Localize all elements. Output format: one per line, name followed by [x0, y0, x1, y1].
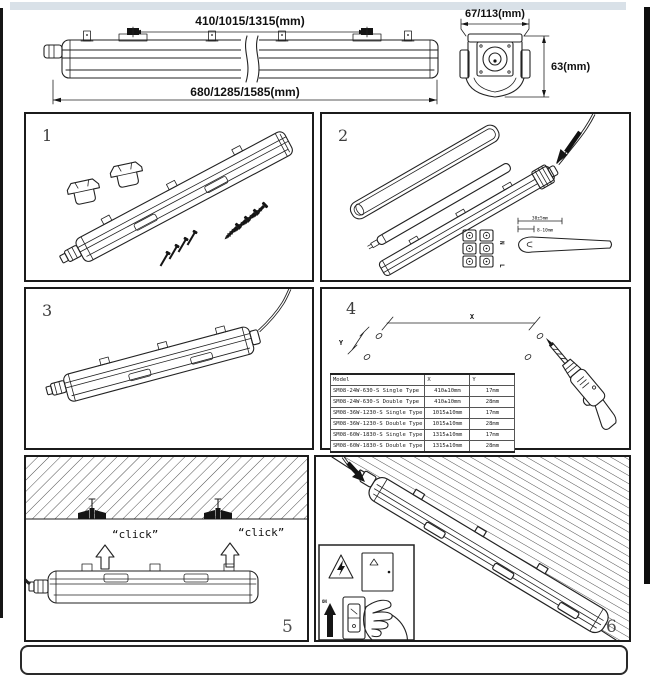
table-row [331, 430, 515, 441]
fixture-end-view [460, 34, 530, 97]
axis-y-label: Y [338, 339, 344, 347]
table-cell-y: 17mm [470, 430, 515, 441]
cover-illustration [348, 122, 502, 222]
terminal-n-label: N [498, 241, 505, 245]
table-cell-y: 28mm [470, 397, 515, 408]
switch-on-label: ON [322, 599, 327, 604]
table-row [331, 397, 515, 408]
drill-icon [535, 332, 623, 431]
led-tube-illustration [366, 162, 512, 251]
step-5-number: 5 [282, 617, 293, 637]
table-cell-model: SM08-24W-630-S Double Type [331, 397, 425, 408]
table-cell-model: SM08-36W-1230-S Single Type [331, 408, 425, 419]
mounting-clip-icon [109, 161, 145, 189]
x-dimension [382, 313, 540, 330]
table-header-model: Model [331, 374, 425, 386]
table-cell-model: SM08-24W-630-S Single Type [331, 386, 425, 397]
insert-arrow-icon [556, 132, 580, 164]
step-6-number: 6 [606, 617, 617, 637]
step-2-panel [320, 112, 631, 282]
strip-length-label: 30±5mm [531, 216, 549, 222]
inner-length-dimension [133, 14, 367, 37]
step-4-panel [320, 287, 631, 450]
mounting-clip-icon [66, 178, 102, 206]
table-cell-x: 410±10mm [425, 397, 470, 408]
arrow-up-icon [96, 545, 114, 569]
table-cell-y: 28mm [470, 419, 515, 430]
fixture-illustration [29, 564, 258, 603]
click-label-1: “click” [112, 528, 159, 541]
table-cell-y: 17mm [470, 386, 515, 397]
model-spec-table [330, 373, 515, 453]
power-cable-illustration [26, 577, 30, 584]
power-cable-illustration [259, 289, 290, 331]
table-header-x: X [425, 374, 470, 386]
table-cell-x: 1315±10mm [425, 441, 470, 453]
step-5-panel [24, 455, 309, 642]
inner-length-label: 410/1015/1315(mm) [195, 14, 305, 28]
strip-depth-label: 8-10mm [537, 228, 554, 234]
fixture-illustration [42, 318, 262, 408]
screw-icons [158, 230, 198, 268]
ceiling-hatch [26, 457, 307, 519]
table-cell-x: 1315±10mm [425, 430, 470, 441]
arrow-up-icon [221, 543, 239, 567]
step-3-number: 3 [42, 301, 53, 320]
table-header-row [331, 374, 515, 386]
table-cell-y: 28mm [470, 441, 515, 453]
terminal-l-label: L [498, 264, 505, 268]
table-cell-model: SM08-60W-1830-S Single Type [331, 430, 425, 441]
cable-gland-icon [44, 45, 62, 58]
step-4-number: 4 [346, 299, 357, 318]
screw-anchor-icons [222, 201, 268, 241]
table-cell-model: SM08-36W-1230-S Double Type [331, 419, 425, 430]
end-width-label: 67/113(mm) [465, 8, 525, 20]
power-on-inset [319, 545, 414, 640]
step-6-panel [314, 455, 631, 642]
dimension-drawing [0, 0, 650, 110]
table-cell-y: 17mm [470, 408, 515, 419]
step-1-number: 1 [42, 126, 53, 145]
table-cell-x: 1015±10mm [425, 408, 470, 419]
terminal-block-icon [463, 230, 505, 268]
outer-length-dimension [53, 80, 437, 104]
table-cell-model: SM08-60W-1830-S Double Type [331, 441, 425, 453]
step-3-panel [24, 287, 314, 450]
table-cell-x: 410±10mm [425, 386, 470, 397]
table-cell-x: 1015±10mm [425, 419, 470, 430]
step-1-panel [24, 112, 314, 282]
axis-x-label: X [469, 313, 475, 321]
drill-hole-icons [363, 332, 544, 360]
end-height-label: 63(mm) [551, 61, 591, 73]
step-2-number: 2 [338, 126, 349, 145]
fork-terminal-icon [519, 237, 612, 252]
wire-strip-diagram [518, 216, 612, 253]
table-row [331, 419, 515, 430]
fixture-side-view [44, 28, 438, 82]
outer-length-label: 680/1285/1585(mm) [190, 85, 300, 99]
table-header-y: Y [470, 374, 515, 386]
y-dimension [339, 327, 369, 354]
click-label-2: “click” [238, 526, 285, 539]
table-row [331, 386, 515, 397]
end-width-dimension [461, 8, 529, 36]
table-row [331, 408, 515, 419]
table-row [331, 441, 515, 453]
